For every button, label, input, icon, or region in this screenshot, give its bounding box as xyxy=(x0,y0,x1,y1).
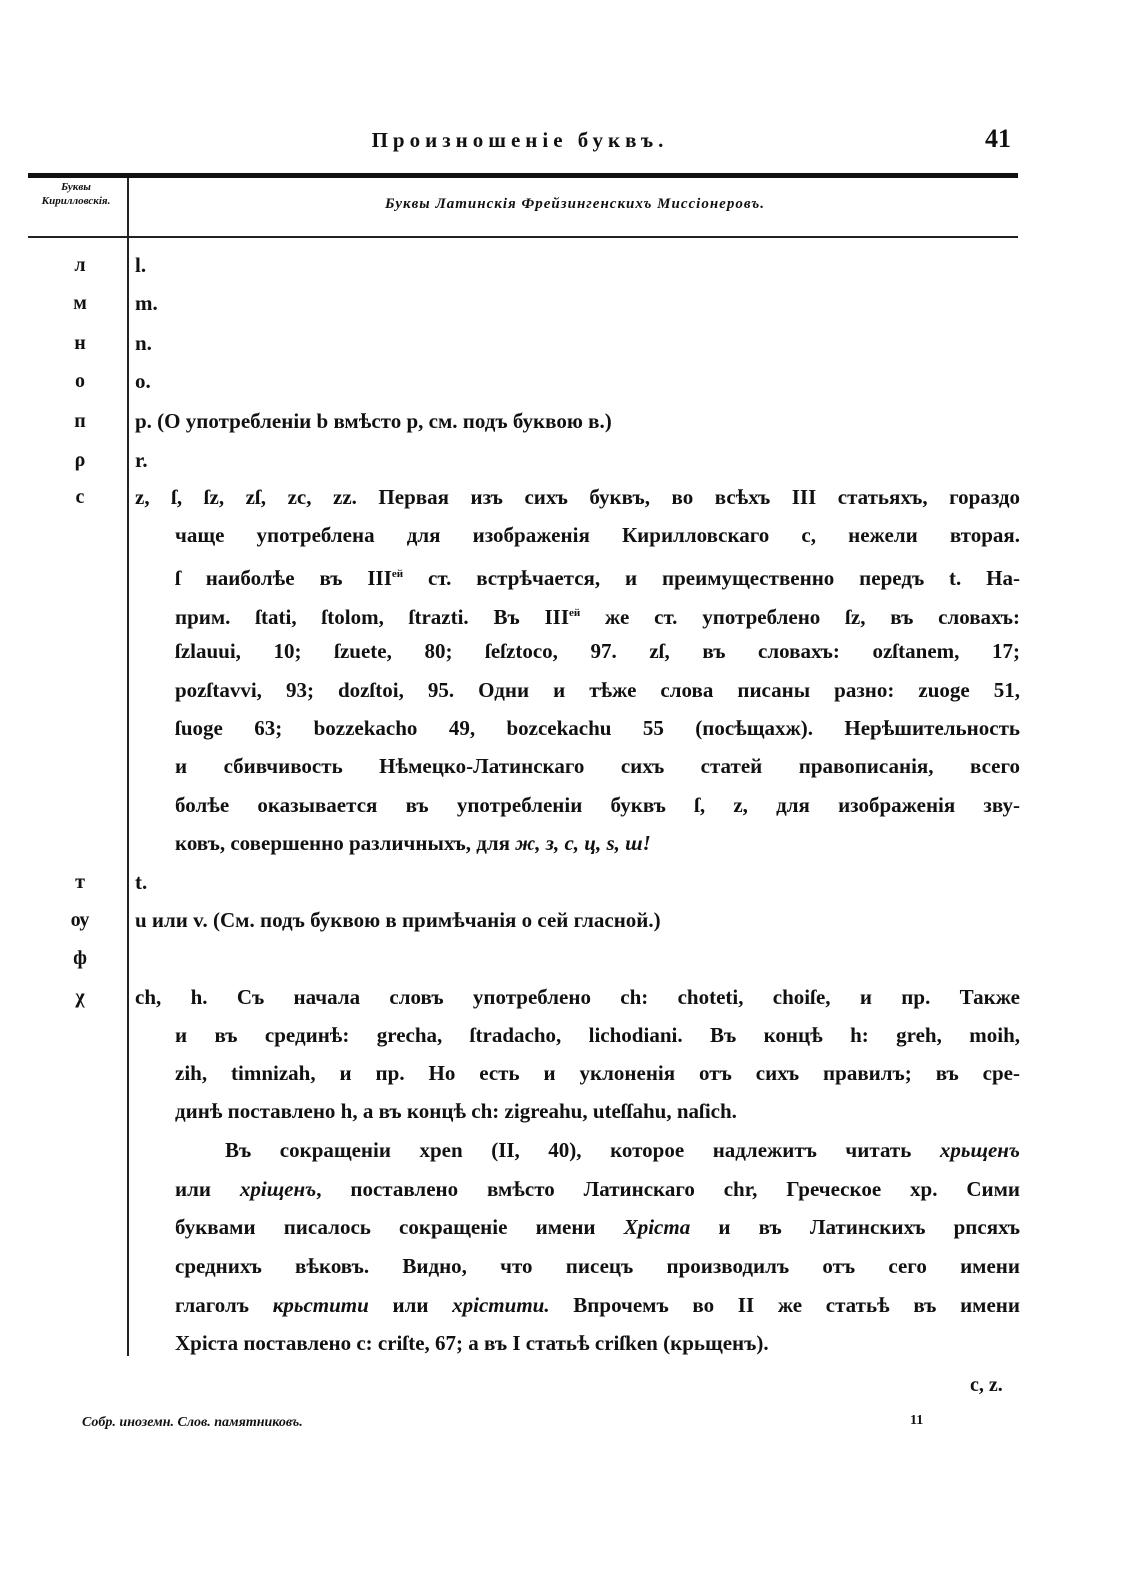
text-segment: ſzlauui, 10; ſzuete, 80; ſeſztoco, 97. zſ, въ словахъ: ozſtanem, 17; xyxy=(175,639,1020,663)
text-line xyxy=(135,290,1020,316)
text-segment: прим. ſtati, ſtolom, ſtrazti. Въ III xyxy=(175,605,570,629)
text-segment: или xyxy=(175,1177,240,1201)
text-segment: и сбивчивость Нѣмецко-Латинскаго сихъ статей правописанія, всего xyxy=(175,754,1020,778)
signature-mark: 11 xyxy=(910,1413,924,1428)
text-line xyxy=(175,1176,1020,1202)
page-number: 41 xyxy=(985,124,1011,153)
text-segment: pozſtavvi, 93; dozſtoi, 95. Одни и тѣже слова писаны разно: zuoge 51, xyxy=(175,678,1020,702)
text-line xyxy=(175,561,1020,591)
text-segment: p. (О употребленіи b вмѣсто p, см. подъ буквою в.) xyxy=(135,409,612,433)
italic-text: Хріста xyxy=(623,1215,691,1239)
text-line xyxy=(175,715,1020,741)
text-line xyxy=(175,638,1020,664)
catchword: c, z. xyxy=(970,1374,1003,1396)
text-line xyxy=(135,408,1020,434)
cyrillic-letter: т xyxy=(75,871,85,893)
text-segment: , поставлено вмѣсто Латинскаго chr, Греческое хр. Сими xyxy=(316,1177,1020,1201)
running-title: Произношеніе буквъ. xyxy=(371,128,669,152)
text-segment: или xyxy=(368,1293,453,1317)
superscript: ей xyxy=(569,607,581,619)
italic-text: хрьщенъ xyxy=(939,1138,1020,1162)
text-segment: динѣ поставлено h, а въ концѣ ch: zigreahu, uteſſahu, naſich. xyxy=(175,1099,737,1123)
text-line xyxy=(135,484,1020,510)
text-line xyxy=(135,252,1020,278)
column-header-cyrillic xyxy=(26,180,126,208)
text-segment: l. xyxy=(135,253,147,277)
text-segment: и въ срединѣ: grecha, ſtradacho, lichodiani. Въ концѣ h: greh, moih, xyxy=(175,1023,1020,1047)
text-line xyxy=(135,330,1020,356)
text-segment: t. xyxy=(135,870,148,894)
text-segment: болѣе оказывается въ употребленіи буквъ ſ, z, для изображенія зву- xyxy=(175,793,1020,817)
footer-title: Собр. иноземн. Слов. памятниковъ. xyxy=(82,1415,303,1430)
text-line xyxy=(135,447,1020,473)
text-line xyxy=(175,1022,1020,1048)
text-segment: ст. встрѣчается, и преимущественно передъ t. На- xyxy=(403,566,1021,590)
text-segment: o. xyxy=(135,369,151,393)
cyrillic-letter: ρ xyxy=(74,449,86,471)
text-line xyxy=(135,984,1020,1010)
cyrillic-letter: п xyxy=(74,410,86,432)
text-line xyxy=(225,1137,1020,1163)
text-segment: r. xyxy=(135,448,148,472)
text-segment: среднихъ вѣковъ. Видно, что писецъ производилъ отъ сего имени xyxy=(175,1254,1020,1278)
text-line xyxy=(175,1060,1020,1086)
header-rule xyxy=(28,173,1018,178)
cyrillic-letter: χ xyxy=(75,986,85,1008)
text-segment: z, ſ, ſz, zſ, zc, zz. Первая изъ сихъ буквъ, во всѣхъ III статьяхъ, гораздо xyxy=(135,485,1020,509)
italic-text: хріщенъ xyxy=(239,1177,317,1201)
text-segment: zih, timnizah, и пр. Но есть и уклоненія отъ сихъ правилъ; въ сре- xyxy=(175,1061,1020,1085)
superscript: ей xyxy=(391,568,404,580)
text-segment: и въ Латинскихъ рпсяхъ xyxy=(690,1215,1020,1239)
text-segment: ſuoge 63; bozzekacho 49, bozcekachu 55 (посѣщахж). Нерѣшительность xyxy=(175,716,1020,740)
text-line xyxy=(135,907,1020,933)
text-segment: ковъ, совершенно различныхъ, для xyxy=(175,831,516,855)
text-segment: буквами писалось сокращеніе имени xyxy=(175,1215,624,1239)
text-segment: чаще употреблена для изображенія Кирилловскаго с, нежели вторая. xyxy=(175,523,1020,547)
text-line xyxy=(175,600,1020,630)
text-line xyxy=(135,368,1020,394)
cyrillic-letter: м xyxy=(73,292,87,314)
italic-text: крьстити xyxy=(272,1293,369,1317)
text-segment: ſ наиболѣе въ III xyxy=(175,566,392,590)
text-segment: Въ сокращеніи xpen (II, 40), которое надлежитъ читать xyxy=(225,1138,940,1162)
cyrillic-letter: с xyxy=(75,486,85,508)
text-segment: u или v. (См. подъ буквою в примѣчанія о сей гласной.) xyxy=(135,908,661,932)
cyrillic-letter: ѹ xyxy=(70,909,90,931)
table-head-rule xyxy=(28,236,1018,238)
cyrillic-letter: о xyxy=(75,370,85,392)
text-line xyxy=(175,792,1020,818)
text-line xyxy=(175,522,1020,548)
italic-text: хрістити. xyxy=(452,1293,550,1317)
text-line xyxy=(175,677,1020,703)
text-line xyxy=(175,1292,1020,1318)
column-header-line: Буквы xyxy=(61,181,91,193)
column-divider xyxy=(127,178,129,1356)
text-segment: m. xyxy=(135,291,158,315)
text-segment: же ст. употреблено ſz, въ словахъ: xyxy=(580,605,1020,629)
column-header-latin: Буквы Латинскія Фрейзингенскихъ Миссіонеровъ. xyxy=(385,196,765,212)
text-segment: глаголъ xyxy=(175,1293,273,1317)
cyrillic-letter: ф xyxy=(73,947,87,969)
text-segment: n. xyxy=(135,331,152,355)
text-segment: Впрочемъ во II же статьѣ въ имени xyxy=(549,1293,1021,1317)
text-line xyxy=(135,869,1020,895)
cyrillic-letter: л xyxy=(74,254,86,276)
text-segment: Хріста поставлено c: criſte, 67; а въ I статьѣ criſken (крьщенъ). xyxy=(175,1331,769,1355)
column-header-line: Кирилловскія. xyxy=(41,195,111,207)
cyrillic-letter: н xyxy=(74,332,86,354)
text-line xyxy=(175,1214,1020,1240)
text-line xyxy=(175,1098,1020,1124)
text-line xyxy=(175,1330,1020,1356)
text-segment: ch, h. Съ начала словъ употреблено ch: choteti, choiſe, и пр. Также xyxy=(135,985,1020,1009)
text-line xyxy=(175,753,1020,779)
text-line xyxy=(175,1253,1020,1279)
italic-text: ж, з, с, ц, ѕ, ш! xyxy=(515,831,651,855)
text-line xyxy=(175,830,1020,856)
